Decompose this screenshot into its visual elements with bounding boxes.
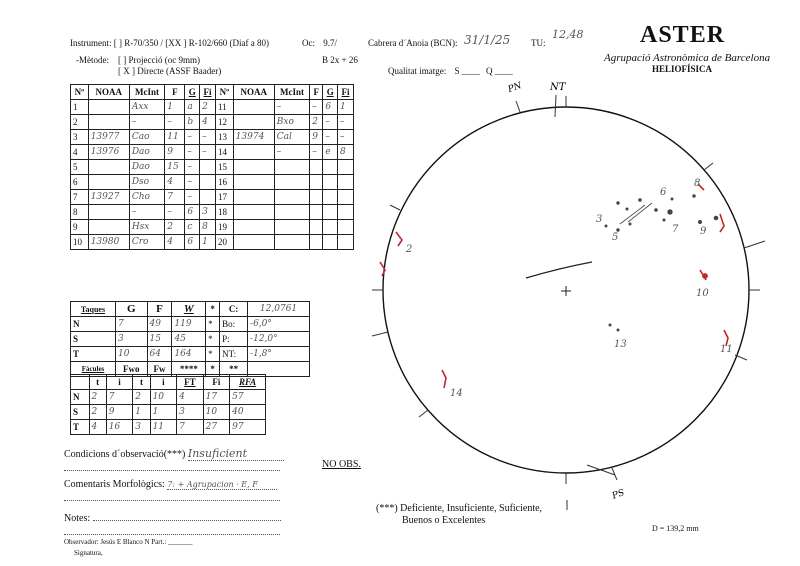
table-cell: Dao: [129, 160, 164, 175]
notes-dotline: [93, 520, 281, 521]
table-cell: [233, 175, 274, 190]
table-row: [71, 130, 354, 145]
table-cell: [274, 175, 309, 190]
table-cell: [323, 205, 338, 220]
table-cell: 7: [71, 190, 89, 205]
table-cell: 7: [116, 317, 148, 332]
table-row: [71, 405, 266, 420]
table-cell: [310, 175, 323, 190]
table-cell: 3: [133, 420, 150, 435]
table-cell: 8: [200, 220, 216, 235]
table-cell: 6: [185, 235, 200, 250]
oc-value: 9.7/: [323, 38, 338, 48]
table-cell: 10: [71, 235, 89, 250]
table-cell: c: [185, 220, 200, 235]
group-number-labels: [405, 178, 733, 399]
table-cell: –: [200, 145, 216, 160]
sunspot-groups: [605, 195, 718, 331]
table-cell: 2: [200, 100, 216, 115]
extra-label: C:: [220, 302, 248, 317]
table-cell: [233, 235, 274, 250]
disc-center-mark: [561, 286, 571, 296]
table-cell: 9: [106, 405, 133, 420]
table-row: [71, 235, 354, 250]
table-row: [71, 160, 354, 175]
comments-dotline: [64, 500, 280, 501]
table-cell: –: [310, 145, 323, 160]
condition-legend-2: Buenos o Excelentes: [402, 515, 486, 526]
table-cell: 9: [165, 145, 185, 160]
taques-body: [71, 317, 310, 362]
notes-dotline-2: [64, 534, 280, 535]
table-cell: *: [206, 332, 220, 347]
table-cell: [338, 190, 354, 205]
table-cell: –: [323, 115, 338, 130]
col-header: Nº: [215, 85, 233, 100]
table-cell: [88, 175, 129, 190]
table-cell: [88, 160, 129, 175]
table-cell: [323, 160, 338, 175]
disc-diameter: D = 139,2 mm: [652, 524, 699, 533]
table-cell: 13976: [88, 145, 129, 160]
quality-q: Q ____: [486, 66, 513, 76]
table-cell: T: [71, 420, 90, 435]
extra-value: 12,0761: [248, 302, 310, 317]
table-cell: 3: [116, 332, 148, 347]
table-cell: 8: [338, 145, 354, 160]
table-cell: –: [185, 145, 200, 160]
table-row: [71, 420, 266, 435]
col-header: McInt: [129, 85, 164, 100]
table-cell: -6,0°: [248, 317, 310, 332]
col-header: RFA: [230, 375, 266, 390]
table-cell: S: [71, 405, 90, 420]
table-cell: -1,8°: [248, 347, 310, 362]
taques-header: [71, 302, 310, 317]
brand-title: ASTER: [640, 22, 726, 48]
quality-s: S ____: [454, 66, 480, 76]
table-cell: 13927: [88, 190, 129, 205]
table-cell: 2: [310, 115, 323, 130]
table-cell: Cho: [129, 190, 164, 205]
table-cell: Bo:: [220, 317, 248, 332]
table-cell: N: [71, 390, 90, 405]
group-label: 5: [612, 232, 619, 243]
table-cell: 9: [310, 130, 323, 145]
instrument-option-r102: [XX ] R-102/660 (Diaf a 80): [165, 38, 269, 48]
table-cell: *: [206, 347, 220, 362]
table-cell: 2: [71, 115, 89, 130]
table-row: [71, 205, 354, 220]
table-cell: [233, 160, 274, 175]
table-cell: 2: [133, 390, 150, 405]
table-cell: 16: [215, 175, 233, 190]
table-cell: 15: [147, 332, 172, 347]
table-cell: P:: [220, 332, 248, 347]
conditions-dotline: [64, 470, 280, 471]
pn-axis-line: [555, 95, 556, 117]
col-header: **: [220, 362, 248, 377]
ecliptic-line: [526, 262, 592, 278]
col-header: *: [206, 302, 220, 317]
col-header: i: [106, 375, 133, 390]
table-cell: 1: [200, 235, 216, 250]
table-cell: 2: [89, 405, 106, 420]
table-cell: 8: [71, 205, 89, 220]
table-row: [71, 190, 354, 205]
group-label: 8: [694, 178, 701, 189]
table-cell: 11: [215, 100, 233, 115]
table-cell: –: [185, 175, 200, 190]
table-cell: –: [165, 205, 185, 220]
table-cell: e: [323, 145, 338, 160]
table-cell: 6: [185, 205, 200, 220]
conditions-line: [64, 447, 284, 461]
group-label: 13: [614, 339, 627, 350]
table-cell: 119: [172, 317, 206, 332]
table-cell: [200, 175, 216, 190]
table-cell: [274, 220, 309, 235]
col-header: Taques: [71, 302, 116, 317]
observer-line: Observador: Jesús E Blanco N Part.: _______: [64, 538, 193, 546]
col-header: *: [206, 362, 220, 377]
table-cell: [338, 220, 354, 235]
col-header: FT: [177, 375, 204, 390]
table-row: [71, 317, 310, 332]
table-cell: Bxo: [274, 115, 309, 130]
table-cell: 15: [215, 160, 233, 175]
faculae-marks: [380, 184, 728, 388]
table-cell: 13974: [233, 130, 274, 145]
table-cell: –: [200, 130, 216, 145]
taques-table: [70, 301, 310, 377]
group-label: 10: [696, 288, 709, 299]
groups-table-body: [71, 100, 354, 250]
table-cell: 4: [165, 175, 185, 190]
table-cell: 13: [215, 130, 233, 145]
table-cell: 12: [215, 115, 233, 130]
table-cell: –: [310, 100, 323, 115]
table-cell: 45: [172, 332, 206, 347]
table-cell: [233, 145, 274, 160]
table-cell: 4: [165, 235, 185, 250]
table-cell: [88, 205, 129, 220]
col-header: Fi: [203, 375, 230, 390]
col-header: Fwo: [116, 362, 148, 377]
method-direct: [ X ] Directe (ASSF Baader): [118, 66, 222, 76]
table-cell: 16: [106, 420, 133, 435]
table-cell: [233, 220, 274, 235]
table-cell: 20: [215, 235, 233, 250]
table-cell: –: [274, 100, 309, 115]
table-cell: [274, 190, 309, 205]
group-label: 14: [450, 388, 463, 399]
table-row: [71, 115, 354, 130]
location-label: Cabrera d´Anoia (BCN):: [368, 38, 458, 48]
col-header: ****: [172, 362, 206, 377]
table-cell: –: [338, 130, 354, 145]
col-header: F: [165, 85, 185, 100]
notes-label: Notes:: [64, 513, 91, 524]
table-cell: 4: [177, 390, 204, 405]
table-cell: 164: [172, 347, 206, 362]
col-header: W: [172, 302, 206, 317]
table-cell: 2: [165, 220, 185, 235]
table-cell: NT:: [220, 347, 248, 362]
ps-axis-line: [587, 465, 615, 475]
table-cell: 11: [150, 420, 177, 435]
table-cell: 3: [71, 130, 89, 145]
table-cell: 14: [215, 145, 233, 160]
col-header: [71, 375, 90, 390]
table-cell: 5: [71, 160, 89, 175]
col-header: Fi: [338, 85, 354, 100]
table-cell: 13977: [88, 130, 129, 145]
facules-label: Fàcules: [71, 362, 116, 377]
table-row: [71, 220, 354, 235]
table-cell: a: [185, 100, 200, 115]
condition-legend-1: (***) Deficiente, Insuficiente, Suficiente,: [376, 503, 543, 514]
table-cell: 11: [165, 130, 185, 145]
col-header: Nº: [71, 85, 89, 100]
table-cell: [323, 220, 338, 235]
table-cell: [338, 160, 354, 175]
table-cell: 1: [338, 100, 354, 115]
table-cell: N: [71, 317, 116, 332]
table-cell: Dao: [129, 145, 164, 160]
col-header: NOAA: [233, 85, 274, 100]
group-label: 3: [596, 214, 603, 225]
table-row: [71, 347, 310, 362]
table-cell: 7: [106, 390, 133, 405]
table-cell: 10: [150, 390, 177, 405]
col-header: McInt: [274, 85, 309, 100]
table-cell: 57: [230, 390, 266, 405]
table-cell: 1: [165, 100, 185, 115]
quality-label: Qualitat imatge:: [388, 66, 447, 76]
table-cell: Axx: [129, 100, 164, 115]
table-cell: 97: [230, 420, 266, 435]
table-cell: 9: [71, 220, 89, 235]
table-cell: [233, 115, 274, 130]
table-cell: –: [165, 115, 185, 130]
instrument-line: [70, 38, 269, 48]
table-cell: 3: [200, 205, 216, 220]
group-label: 11: [720, 344, 733, 355]
method-label: -Mètode:: [76, 55, 109, 65]
table-cell: [338, 235, 354, 250]
table-cell: [233, 100, 274, 115]
table-cell: 1: [71, 100, 89, 115]
table-cell: S: [71, 332, 116, 347]
table-cell: Cro: [129, 235, 164, 250]
table-cell: [274, 160, 309, 175]
table-cell: 15: [165, 160, 185, 175]
table-cell: 19: [215, 220, 233, 235]
solar-disc-drawing: [360, 60, 800, 520]
brand-subtitle: Agrupació Astronòmica de Barcelona: [604, 52, 771, 64]
pn-label: PN: [506, 80, 524, 96]
comments-handwritten: 7: + Agrupacion · E, F: [167, 480, 277, 490]
table-cell: 6: [71, 175, 89, 190]
table-cell: 1: [150, 405, 177, 420]
table-cell: 17: [215, 190, 233, 205]
group-label: 2: [406, 244, 413, 255]
nt-label: NT: [550, 82, 566, 93]
brand-section: HELIOFÍSICA: [652, 64, 713, 74]
table-cell: [323, 235, 338, 250]
facules-table-header: [71, 375, 266, 390]
table-cell: [310, 220, 323, 235]
instrument-label: Instrument:: [70, 38, 112, 48]
table-cell: [274, 205, 309, 220]
ps-label: PS: [610, 488, 626, 502]
table-cell: 7: [165, 190, 185, 205]
oc-label: Oc:: [302, 38, 315, 48]
comments-label: Comentaris Morfològics:: [64, 479, 165, 490]
facules-body: [71, 390, 266, 435]
groups-table: [70, 84, 354, 250]
table-cell: –: [323, 130, 338, 145]
b-value: B 2x + 26: [322, 55, 358, 65]
conditions-handwritten: Insuficient: [188, 447, 284, 461]
table-cell: 4: [71, 145, 89, 160]
table-cell: –: [274, 145, 309, 160]
table-cell: 4: [89, 420, 106, 435]
method-projection: [ ] Projecció (oc 9mm): [118, 55, 200, 65]
table-cell: [310, 205, 323, 220]
table-cell: –: [185, 130, 200, 145]
table-cell: 2: [89, 390, 106, 405]
table-cell: [310, 235, 323, 250]
col-header: Fi: [200, 85, 216, 100]
groups-table-header: [71, 85, 354, 100]
table-cell: [233, 205, 274, 220]
table-row: [71, 100, 354, 115]
col-header: G: [116, 302, 148, 317]
col-header: i: [150, 375, 177, 390]
table-cell: 64: [147, 347, 172, 362]
notes-line: [64, 513, 281, 524]
tu-handwritten: 12,48: [552, 28, 584, 41]
table-cell: 40: [230, 405, 266, 420]
tu-label: TU:: [531, 38, 546, 48]
table-cell: [88, 100, 129, 115]
col-header: F: [147, 302, 172, 317]
signature-label: Signatura,: [74, 549, 103, 557]
table-cell: -12,0°: [248, 332, 310, 347]
instrument-option-r70: [ ] R-70/350 /: [113, 38, 163, 48]
table-cell: Cao: [129, 130, 164, 145]
table-cell: [310, 190, 323, 205]
table-cell: [200, 160, 216, 175]
table-cell: *: [206, 317, 220, 332]
group-label: 6: [660, 187, 667, 198]
table-cell: [323, 175, 338, 190]
table-cell: [338, 205, 354, 220]
group-label: 9: [700, 226, 707, 237]
table-cell: [88, 220, 129, 235]
table-cell: b: [185, 115, 200, 130]
table-cell: 4: [200, 115, 216, 130]
table-cell: 6: [323, 100, 338, 115]
table-row: [71, 145, 354, 160]
table-row: [71, 175, 354, 190]
table-cell: Hsx: [129, 220, 164, 235]
table-cell: [310, 160, 323, 175]
table-row: [71, 390, 266, 405]
col-header: NOAA: [88, 85, 129, 100]
comments-line: [64, 479, 277, 490]
col-header: F: [310, 85, 323, 100]
col-header: Fw: [147, 362, 172, 377]
table-cell: 13980: [88, 235, 129, 250]
table-cell: –: [129, 205, 164, 220]
table-cell: [200, 190, 216, 205]
table-cell: 18: [215, 205, 233, 220]
table-cell: 7: [177, 420, 204, 435]
facules-table: [70, 374, 266, 435]
group-label: 7: [672, 224, 679, 235]
table-cell: –: [185, 190, 200, 205]
table-cell: Cal: [274, 130, 309, 145]
col-header: t: [133, 375, 150, 390]
oc-field: [302, 38, 337, 48]
table-cell: 27: [203, 420, 230, 435]
table-cell: 1: [133, 405, 150, 420]
col-header: t: [89, 375, 106, 390]
table-cell: 17: [203, 390, 230, 405]
col-header: G: [323, 85, 338, 100]
table-cell: –: [185, 160, 200, 175]
table-cell: T: [71, 347, 116, 362]
table-cell: [274, 235, 309, 250]
table-cell: [323, 190, 338, 205]
table-cell: [88, 115, 129, 130]
table-cell: [233, 190, 274, 205]
conditions-label: Condicions d´observació(***): [64, 449, 186, 460]
table-cell: 3: [177, 405, 204, 420]
table-row: [71, 332, 310, 347]
table-cell: –: [338, 115, 354, 130]
table-cell: 49: [147, 317, 172, 332]
table-cell: 10: [116, 347, 148, 362]
table-cell: 10: [203, 405, 230, 420]
no-obs-label: NO OBS.: [322, 459, 361, 470]
table-cell: [338, 175, 354, 190]
col-header: G: [185, 85, 200, 100]
table-cell: Dso: [129, 175, 164, 190]
date-handwritten: 31/1/25: [464, 33, 511, 47]
table-cell: –: [129, 115, 164, 130]
